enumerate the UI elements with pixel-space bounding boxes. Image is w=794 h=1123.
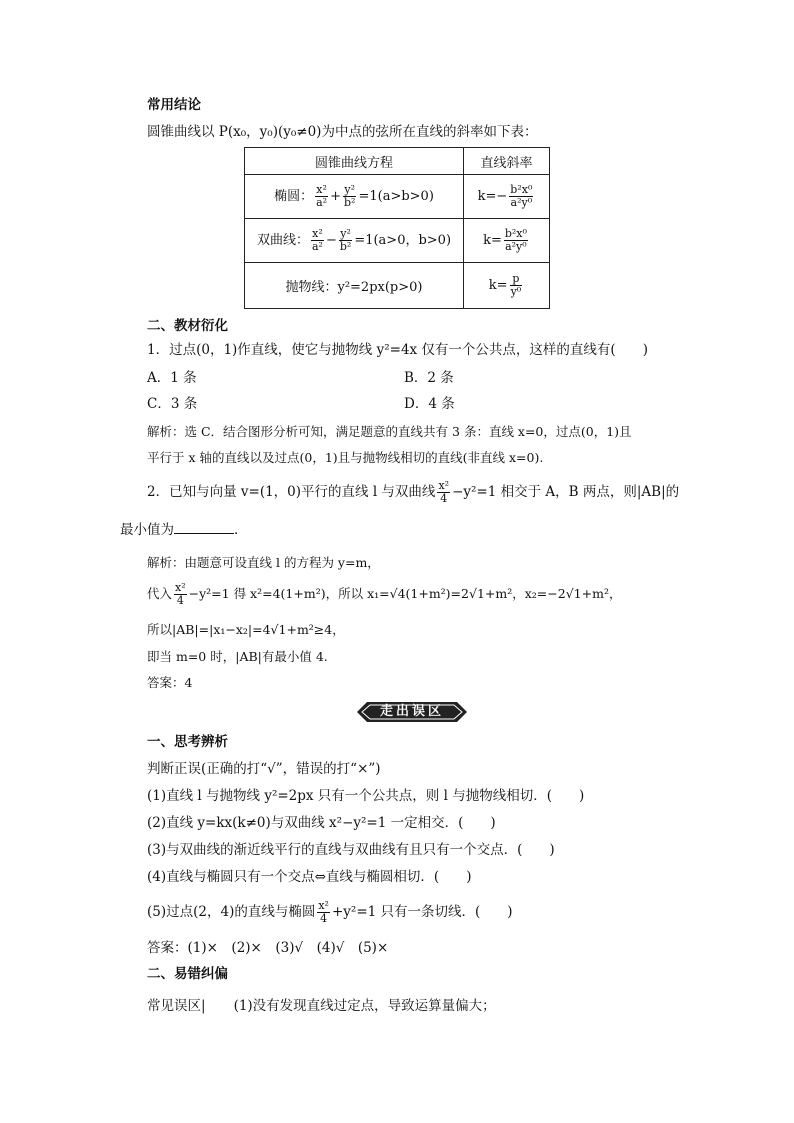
q2-solution-1: 解析：由题意可设直线 l 的方程为 y=m，	[147, 555, 380, 570]
conclusion-intro: 圆锥曲线以 P(x₀，y₀)(y₀≠0)为中点的弦所在直线的斜率如下表：	[147, 124, 538, 140]
heading-common-errors: 二、易错纠偏	[147, 966, 228, 982]
q2-solution-3: 所以|AB|=|x₁−x₂|=4√1+m²≥4，	[147, 622, 345, 637]
judge-item-2: (2)直线 y=kx(k≠0)与双曲线 x²−y²=1 一定相交．( )	[147, 815, 496, 831]
q1-option-a: A．1 条	[147, 370, 197, 386]
section-banner	[357, 702, 467, 722]
hyperbola-slope-cell: k= $\frac{\text{b²x⁰}}{\text{a²y⁰}}$	[464, 219, 550, 263]
judge-item-4: (4)直线与椭圆只有一个交点⇔直线与椭圆相切．( )	[147, 869, 472, 885]
judge-item-1: (1)直线 l 与抛物线 y²=2px 只有一个公共点，则 l 与抛物线相切．( )	[147, 788, 585, 804]
table-row-hyperbola	[245, 219, 550, 263]
answer-blank	[174, 521, 234, 534]
table-header-slope: 直线斜率	[464, 148, 550, 175]
q1-option-d: D．4 条	[404, 396, 455, 412]
common-error-text: (1)没有发现直线过定点，导致运算量偏大；	[233, 998, 496, 1014]
parabola-slope-cell: k= $\frac{p}{\text{y⁰}}$	[464, 263, 550, 309]
question-2-stem-end: 最小值为 ．	[120, 522, 248, 538]
common-error-label: 常见误区|	[147, 998, 206, 1014]
q2-solution-4: 即当 m=0 时，|AB|有最小值 4.	[147, 649, 328, 664]
judge-item-5: (5)过点(2，4)的直线与椭圆 $\frac{\text{x²}}{4}$ +y²=1 只有一条切线．( )	[147, 899, 513, 925]
ellipse-slope-cell: k=− $\frac{\text{b²x⁰}}{\text{a²y⁰}}$	[464, 175, 550, 219]
slope-table	[244, 147, 550, 309]
table-header-equation: 圆锥曲线方程	[245, 148, 464, 175]
q1-solution-line2: 平行于 x 轴的直线以及过点(0，1)且与抛物线相切的直线(非直线 x=0).	[147, 450, 544, 465]
parabola-equation-cell: 抛物线：y²=2px(p>0)	[245, 263, 464, 309]
q2-solution-2: 代入 $\frac{\text{x²}}{4}$ −y²=1 得 x²=4(1+m²)，所以 x₁=√4(1+m²)=2√1+m²，x₂=−2√1+m²，	[147, 581, 622, 607]
table-row-ellipse	[245, 175, 550, 219]
judge-item-3: (3)与双曲线的渐近线平行的直线与双曲线有且只有一个交点．( )	[147, 842, 555, 858]
hyperbola-equation-cell: 双曲线： $\frac{\text{x²}}{\text{a²}}$ − $\frac{\text{y²}}{\text{b²}}$ =1(a>0，b>0)	[245, 219, 464, 263]
q1-option-c: C．3 条	[147, 396, 198, 412]
table-row-parabola	[245, 263, 550, 309]
heading-textbook: 二、教材衍化	[147, 318, 228, 334]
judge-instruction: 判断正误(正确的打“√”，错误的打“×”)	[147, 761, 381, 777]
q2-answer: 答案：4	[147, 675, 193, 690]
banner-title: 走出误区	[379, 704, 444, 719]
question-2-stem: 2．已知与向量 v=(1，0)平行的直线 l 与双曲线 $\frac{\text{x²}}{4}$ −y²=1 相交于 A，B 两点，则|AB|的	[147, 479, 680, 505]
common-error-1	[147, 996, 496, 1016]
ellipse-equation-cell: 椭圆： $\frac{\text{x²}}{\text{a²}}$ + $\frac{\text{y²}}{\text{b²}}$ =1(a>b>0)	[245, 175, 464, 219]
question-1-stem: 1．过点(0，1)作直线，使它与抛物线 y²=4x 仅有一个公共点，这样的直线有( )	[147, 342, 648, 358]
heading-common-conclusion: 常用结论	[147, 97, 201, 113]
heading-reflection: 一、思考辨析	[147, 734, 228, 750]
q1-solution-line1: 解析：选 C．结合图形分析可知，满足题意的直线共有 3 条：直线 x=0，过点(0，1)且	[147, 424, 632, 439]
q1-option-b: B．2 条	[404, 370, 454, 386]
judge-answer: 答案：(1)× (2)× (3)√ (4)√ (5)×	[147, 940, 389, 956]
